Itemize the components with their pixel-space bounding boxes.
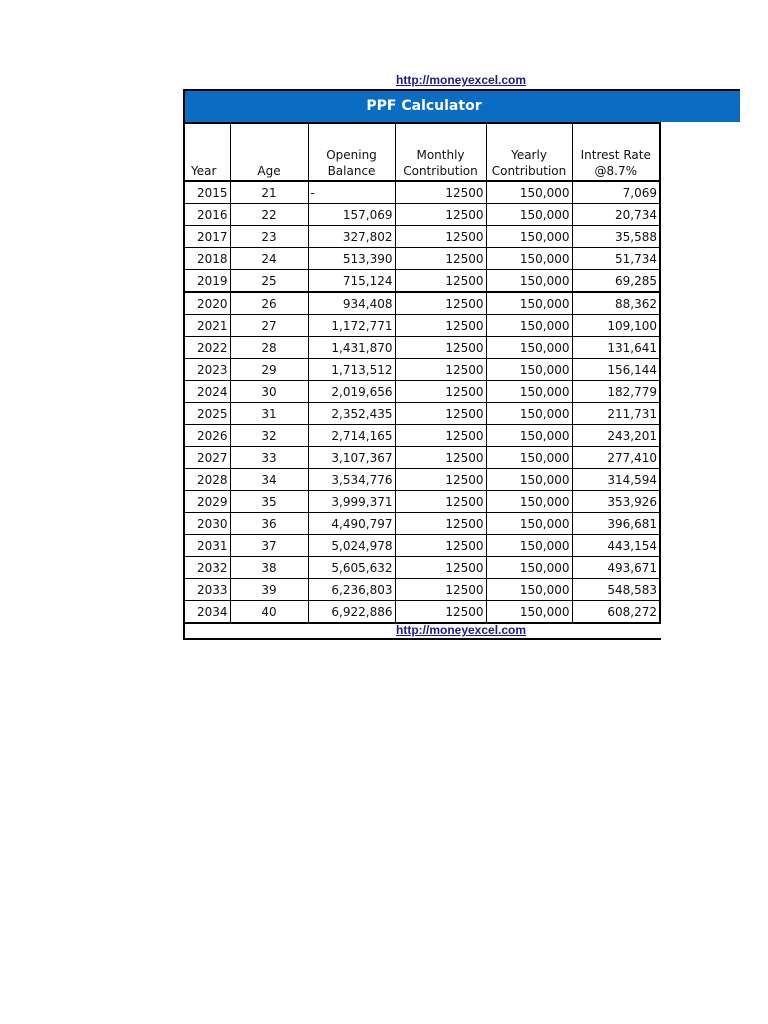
cell-interest: 548,583 <box>572 579 660 601</box>
table-row <box>184 491 660 513</box>
cell-interest: 131,641 <box>572 337 660 359</box>
header-yearly-contribution: Yearly Contribution <box>486 123 572 181</box>
bottom-website-link[interactable]: http://moneyexcel.com <box>396 623 527 637</box>
table-row <box>184 557 660 579</box>
cell-monthly-contribution: 12500 <box>395 226 486 248</box>
cell-monthly-contribution: 12500 <box>395 248 486 270</box>
cell-interest: 51,734 <box>572 248 660 270</box>
cell-age: 37 <box>230 535 308 557</box>
cell-interest: 69,285 <box>572 270 660 293</box>
cell-opening-balance: 934,408 <box>308 292 395 315</box>
cell-age: 38 <box>230 557 308 579</box>
cell-opening-balance: 3,999,371 <box>308 491 395 513</box>
ppf-table <box>183 122 661 624</box>
table-header-row <box>184 123 660 181</box>
cell-interest: 156,144 <box>572 359 660 381</box>
cell-interest: 493,671 <box>572 557 660 579</box>
cell-monthly-contribution: 12500 <box>395 315 486 337</box>
cell-monthly-contribution: 12500 <box>395 270 486 293</box>
cell-age: 26 <box>230 292 308 315</box>
cell-interest: 277,410 <box>572 447 660 469</box>
cell-yearly-contribution: 150,000 <box>486 491 572 513</box>
table-row <box>184 270 660 293</box>
cell-yearly-contribution: 150,000 <box>486 337 572 359</box>
cell-yearly-contribution: 150,000 <box>486 513 572 535</box>
cell-year: 2018 <box>184 248 230 270</box>
cell-opening-balance: 513,390 <box>308 248 395 270</box>
cell-year: 2016 <box>184 204 230 226</box>
cell-yearly-contribution: 150,000 <box>486 447 572 469</box>
cell-age: 21 <box>230 181 308 204</box>
cell-age: 35 <box>230 491 308 513</box>
cell-year: 2031 <box>184 535 230 557</box>
cell-monthly-contribution: 12500 <box>395 469 486 491</box>
table-row <box>184 513 660 535</box>
cell-interest: 353,926 <box>572 491 660 513</box>
cell-opening-balance: 2,714,165 <box>308 425 395 447</box>
table-row <box>184 292 660 315</box>
table-row <box>184 337 660 359</box>
cell-year: 2030 <box>184 513 230 535</box>
cell-yearly-contribution: 150,000 <box>486 292 572 315</box>
cell-age: 27 <box>230 315 308 337</box>
cell-monthly-contribution: 12500 <box>395 557 486 579</box>
table-row <box>184 226 660 248</box>
cell-yearly-contribution: 150,000 <box>486 204 572 226</box>
cell-year: 2023 <box>184 359 230 381</box>
cell-interest: 211,731 <box>572 403 660 425</box>
cell-monthly-contribution: 12500 <box>395 491 486 513</box>
table-row <box>184 535 660 557</box>
cell-yearly-contribution: 150,000 <box>486 381 572 403</box>
cell-age: 34 <box>230 469 308 491</box>
cell-opening-balance: 3,107,367 <box>308 447 395 469</box>
cell-monthly-contribution: 12500 <box>395 204 486 226</box>
cell-age: 25 <box>230 270 308 293</box>
cell-interest: 109,100 <box>572 315 660 337</box>
cell-interest: 396,681 <box>572 513 660 535</box>
cell-year: 2028 <box>184 469 230 491</box>
cell-age: 39 <box>230 579 308 601</box>
cell-opening-balance: 6,236,803 <box>308 579 395 601</box>
cell-year: 2024 <box>184 381 230 403</box>
cell-opening-balance: 1,431,870 <box>308 337 395 359</box>
cell-interest: 7,069 <box>572 181 660 204</box>
cell-interest: 88,362 <box>572 292 660 315</box>
cell-opening-balance: 2,019,656 <box>308 381 395 403</box>
cell-yearly-contribution: 150,000 <box>486 403 572 425</box>
header-monthly-contribution: Monthly Contribution <box>395 123 486 181</box>
cell-monthly-contribution: 12500 <box>395 337 486 359</box>
cell-year: 2032 <box>184 557 230 579</box>
cell-opening-balance: 715,124 <box>308 270 395 293</box>
cell-monthly-contribution: 12500 <box>395 381 486 403</box>
cell-monthly-contribution: 12500 <box>395 292 486 315</box>
cell-interest: 35,588 <box>572 226 660 248</box>
cell-yearly-contribution: 150,000 <box>486 359 572 381</box>
table-row <box>184 579 660 601</box>
cell-monthly-contribution: 12500 <box>395 601 486 624</box>
cell-year: 2015 <box>184 181 230 204</box>
header-age: Age <box>230 123 308 181</box>
cell-year: 2026 <box>184 425 230 447</box>
cell-opening-balance: 3,534,776 <box>308 469 395 491</box>
header-opening-balance: Opening Balance <box>308 123 395 181</box>
cell-year: 2021 <box>184 315 230 337</box>
table-row <box>184 248 660 270</box>
cell-opening-balance: 5,605,632 <box>308 557 395 579</box>
cell-year: 2029 <box>184 491 230 513</box>
cell-interest: 182,779 <box>572 381 660 403</box>
table-row <box>184 315 660 337</box>
cell-yearly-contribution: 150,000 <box>486 557 572 579</box>
table-row <box>184 469 660 491</box>
cell-age: 23 <box>230 226 308 248</box>
title-banner <box>183 89 740 122</box>
table-row <box>184 381 660 403</box>
cell-monthly-contribution: 12500 <box>395 513 486 535</box>
table-row <box>184 403 660 425</box>
cell-interest: 608,272 <box>572 601 660 624</box>
cell-age: 31 <box>230 403 308 425</box>
cell-interest: 243,201 <box>572 425 660 447</box>
cell-age: 32 <box>230 425 308 447</box>
cell-age: 36 <box>230 513 308 535</box>
cell-yearly-contribution: 150,000 <box>486 226 572 248</box>
table-row <box>184 204 660 226</box>
page-title: PPF Calculator <box>366 98 482 114</box>
cell-yearly-contribution: 150,000 <box>486 601 572 624</box>
cell-year: 2019 <box>184 270 230 293</box>
cell-opening-balance: 2,352,435 <box>308 403 395 425</box>
cell-age: 33 <box>230 447 308 469</box>
cell-age: 24 <box>230 248 308 270</box>
cell-year: 2033 <box>184 579 230 601</box>
cell-opening-balance: 1,172,771 <box>308 315 395 337</box>
table-row <box>184 425 660 447</box>
top-website-link[interactable]: http://moneyexcel.com <box>396 73 527 87</box>
cell-interest: 314,594 <box>572 469 660 491</box>
cell-yearly-contribution: 150,000 <box>486 425 572 447</box>
cell-monthly-contribution: 12500 <box>395 425 486 447</box>
table-row <box>184 359 660 381</box>
cell-opening-balance: - <box>308 181 395 204</box>
cell-year: 2027 <box>184 447 230 469</box>
cell-monthly-contribution: 12500 <box>395 359 486 381</box>
cell-monthly-contribution: 12500 <box>395 181 486 204</box>
cell-opening-balance: 327,802 <box>308 226 395 248</box>
cell-age: 29 <box>230 359 308 381</box>
cell-year: 2022 <box>184 337 230 359</box>
cell-yearly-contribution: 150,000 <box>486 181 572 204</box>
cell-year: 2025 <box>184 403 230 425</box>
cell-monthly-contribution: 12500 <box>395 403 486 425</box>
cell-year: 2017 <box>184 226 230 248</box>
cell-age: 40 <box>230 601 308 624</box>
cell-opening-balance: 6,922,886 <box>308 601 395 624</box>
table-row <box>184 181 660 204</box>
header-year: Year <box>184 123 230 181</box>
cell-opening-balance: 4,490,797 <box>308 513 395 535</box>
cell-yearly-contribution: 150,000 <box>486 579 572 601</box>
cell-opening-balance: 157,069 <box>308 204 395 226</box>
cell-interest: 443,154 <box>572 535 660 557</box>
cell-year: 2020 <box>184 292 230 315</box>
cell-monthly-contribution: 12500 <box>395 447 486 469</box>
table-row <box>184 447 660 469</box>
cell-yearly-contribution: 150,000 <box>486 535 572 557</box>
cell-yearly-contribution: 150,000 <box>486 315 572 337</box>
cell-year: 2034 <box>184 601 230 624</box>
cell-age: 30 <box>230 381 308 403</box>
cell-yearly-contribution: 150,000 <box>486 248 572 270</box>
header-interest-rate: Intrest Rate @8.7% <box>572 123 660 181</box>
cell-opening-balance: 1,713,512 <box>308 359 395 381</box>
cell-interest: 20,734 <box>572 204 660 226</box>
cell-yearly-contribution: 150,000 <box>486 469 572 491</box>
cell-yearly-contribution: 150,000 <box>486 270 572 293</box>
cell-monthly-contribution: 12500 <box>395 579 486 601</box>
cell-age: 28 <box>230 337 308 359</box>
cell-monthly-contribution: 12500 <box>395 535 486 557</box>
cell-age: 22 <box>230 204 308 226</box>
cell-opening-balance: 5,024,978 <box>308 535 395 557</box>
